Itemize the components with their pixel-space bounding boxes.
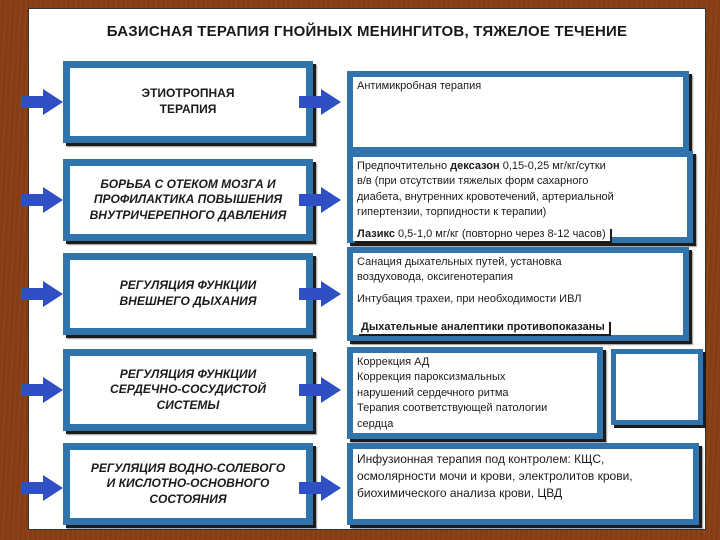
treatment-text-line: воздуховода, оксигенотерапия	[357, 271, 514, 284]
treatment-text-line	[357, 159, 683, 174]
treatment-text-line: гипертензии, торпидности к терапии)	[357, 206, 547, 219]
category-label-line: РЕГУЛЯЦИЯ ФУНКЦИИ	[119, 278, 257, 293]
arrow-right-icon	[43, 89, 63, 115]
arrow-right-icon	[321, 377, 341, 403]
treatment-text-line: Интубация трахеи, при необходимости ИВЛ	[357, 292, 582, 305]
category-label-line: СОСТОЯНИЯ	[149, 491, 227, 506]
arrow-right-icon	[43, 281, 63, 307]
category-label-line: ВНЕШНЕГО ДЫХАНИЯ	[119, 294, 257, 308]
arrow-right-icon	[321, 89, 341, 115]
category-box-respiration	[63, 253, 313, 335]
faded-note-content	[616, 354, 698, 420]
treatment-text-line: Коррекция пароксизмальных	[357, 371, 506, 384]
drug-name: Лазикс	[357, 228, 395, 240]
treatment-box-cardiovascular	[347, 347, 603, 439]
note-text: Дыхательные аналептики противопоказаны	[361, 321, 605, 333]
category-label-line: СИСТЕМЫ	[156, 397, 220, 412]
category-box-etiotropic	[63, 61, 313, 143]
treatment-text-line: Коррекция АД	[357, 356, 430, 368]
treatment-text-dose: 0,15-0,25 мг/кг/сутки	[499, 160, 606, 172]
category-label-line: РЕГУЛЯЦИЯ ФУНКЦИИ	[119, 366, 257, 381]
treatment-text-line: нарушений сердечного ритма	[357, 386, 509, 399]
treatment-box-antimicrobial	[347, 71, 689, 153]
note-tag-lasix	[353, 227, 610, 241]
treatment-text-line: диабета, внутренних кровотечений, артериальной	[357, 190, 614, 203]
category-label-line: И КИСЛОТНО-ОСНОВНОГО	[106, 476, 270, 491]
category-box-cardiovascular	[63, 349, 313, 431]
category-box-brain-edema	[63, 159, 313, 241]
slide-frame	[28, 8, 706, 530]
arrow-right-icon	[321, 475, 341, 501]
treatment-text-line: осмолярности мочи и крови, электролитов крови,	[357, 468, 633, 483]
category-label-line: СЕРДЕЧНО-СОСУДИСТОЙ	[110, 382, 266, 397]
note-tag-analeptics	[357, 320, 609, 334]
treatment-text-line: Санация дыхательных путей, установка	[357, 256, 562, 268]
treatment-text-line: сердца	[357, 417, 394, 430]
category-label-line: РЕГУЛЯЦИЯ ВОДНО-СОЛЕВОГО	[90, 460, 286, 475]
arrow-right-icon	[43, 187, 63, 213]
category-label-line: ТЕРАПИЯ	[159, 102, 217, 116]
arrow-right-icon	[43, 475, 63, 501]
treatment-text-line: Терапия соответствующей патологии	[357, 402, 548, 415]
slide-title: БАЗИСНАЯ ТЕРАПИЯ ГНОЙНЫХ МЕНИНГИТОВ, ТЯЖЕЛОЕ ТЕЧЕНИЕ	[106, 23, 628, 40]
treatment-text-line: в/в (при отсутствии тяжелых форм сахарного	[357, 175, 589, 188]
treatment-box-infusion	[347, 443, 699, 525]
arrow-right-icon	[321, 187, 341, 213]
arrow-right-icon	[321, 281, 341, 307]
category-label-line: ЭТИОТРОПНАЯ	[141, 86, 235, 101]
category-label-line: БОРЬБА С ОТЕКОМ МОЗГА И	[100, 176, 276, 191]
drug-name: дексазон	[450, 160, 500, 172]
category-label-line: ПРОФИЛАКТИКА ПОВЫШЕНИЯ	[93, 192, 283, 207]
category-label-line: ВНУТРИЧЕРЕПНОГО ДАВЛЕНИЯ	[89, 207, 287, 222]
faded-note-box	[611, 349, 703, 425]
treatment-text-line: Антимикробная терапия	[357, 80, 482, 92]
treatment-text-line: биохимического анализа крови, ЦВД	[357, 485, 563, 500]
category-box-water-salt	[63, 443, 313, 525]
arrow-right-icon	[43, 377, 63, 403]
note-text: 0,5-1,0 мг/кг (повторно через 8-12 часов)	[394, 228, 606, 240]
treatment-text-line: Инфузионная терапия под контролем: КЩС,	[357, 452, 605, 466]
treatment-text-prefix: Предпочтительно	[357, 160, 451, 172]
